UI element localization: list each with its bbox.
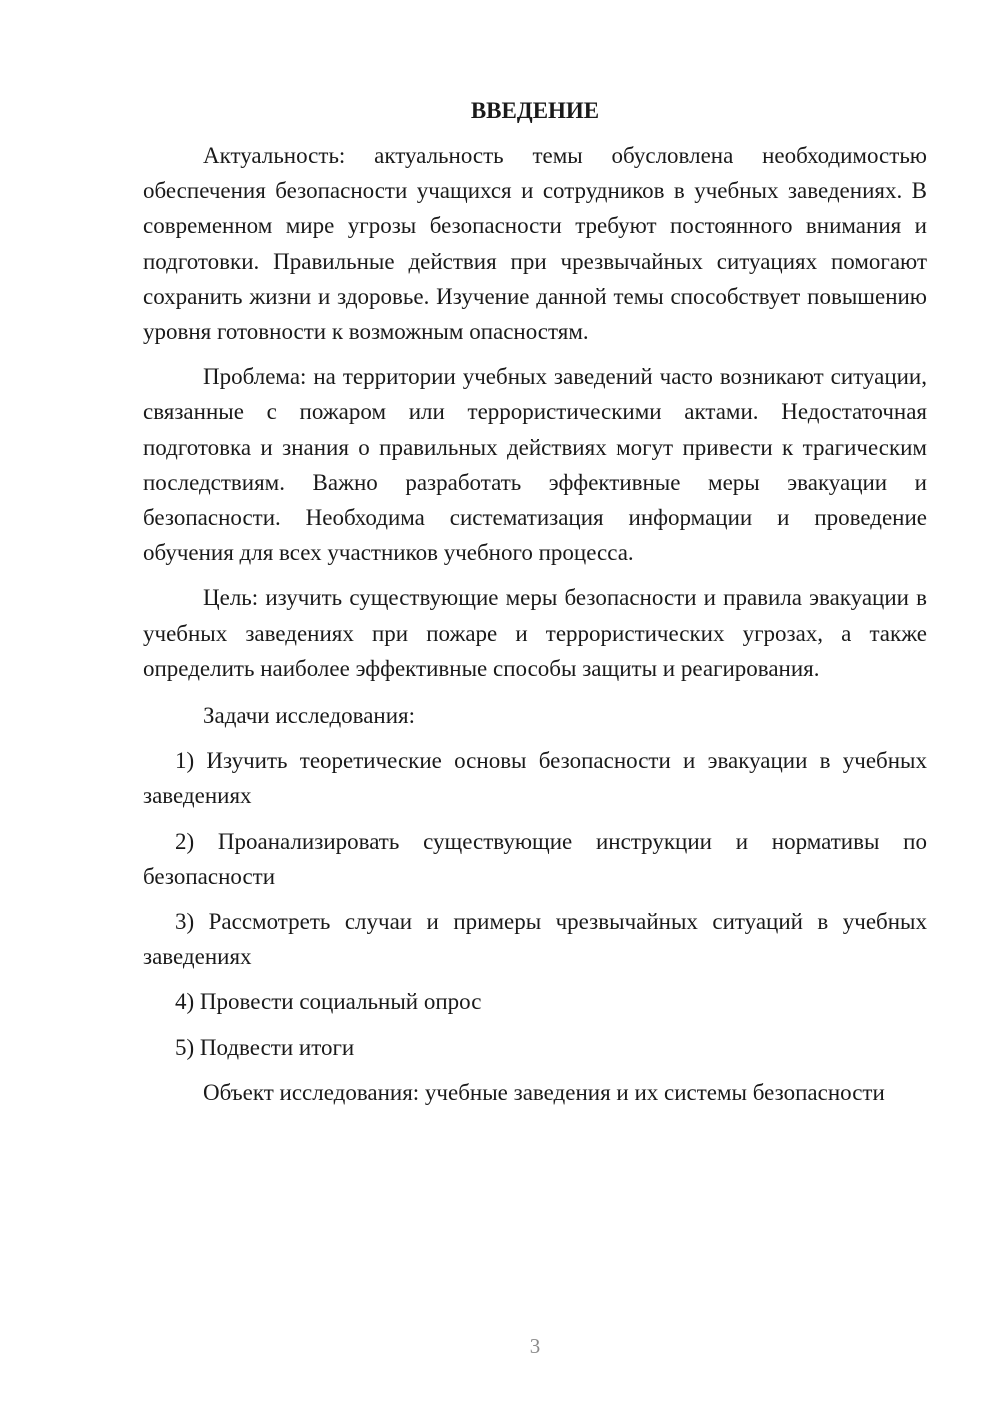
tasks-list (143, 743, 927, 1065)
paragraph-problem: Проблема: на территории учебных заведений часто возникают ситуации, связанные с пожаром или террористическими актами. Недостаточная подготовка и знания о правильных действиях могут привести к трагическим последствиям. Важно разработать эффективные меры эвакуации и безопасности. Необходима систематизация информации и проведение обучения для всех участников учебного процесса. (143, 364, 927, 566)
paragraph-object: Объект исследования: учебные заведения и их системы безопасности (203, 1079, 885, 1105)
list-item: 2) Проанализировать существующие инструкции и нормативы по безопасности (143, 828, 927, 889)
list-item: 4) Провести социальный опрос (175, 989, 482, 1015)
list-item: 1) Изучить теоретические основы безопасности и эвакуации в учебных заведениях (143, 748, 927, 809)
page-content (143, 96, 927, 1110)
list-item: 5) Подвести итоги (175, 1034, 355, 1060)
list-item: 3) Рассмотреть случаи и примеры чрезвычайных ситуаций в учебных заведениях (143, 909, 927, 970)
paragraph-relevance: Актуальность: актуальность темы обусловлена необходимостью обеспечения безопасности учащихся и сотрудников в учебных заведениях. В современном мире угрозы безопасности требуют постоянного внимания и подготовки. Правильные действия при чрезвычайных ситуациях помогают сохранить жизни и здоровье. Изучение данной темы способствует повышению уровня готовности к возможным опасностям. (143, 143, 927, 345)
tasks-label: Задачи исследования: (203, 703, 416, 729)
page-number: 3 (529, 1334, 541, 1358)
paragraph-goal: Цель: изучить существующие меры безопасности и правила эвакуации в учебных заведениях при пожаре и террористических угрозах, а также определить наиболее эффективные способы защиты и реагирования. (143, 585, 927, 681)
section-heading: ВВЕДЕНИЕ (470, 98, 600, 123)
